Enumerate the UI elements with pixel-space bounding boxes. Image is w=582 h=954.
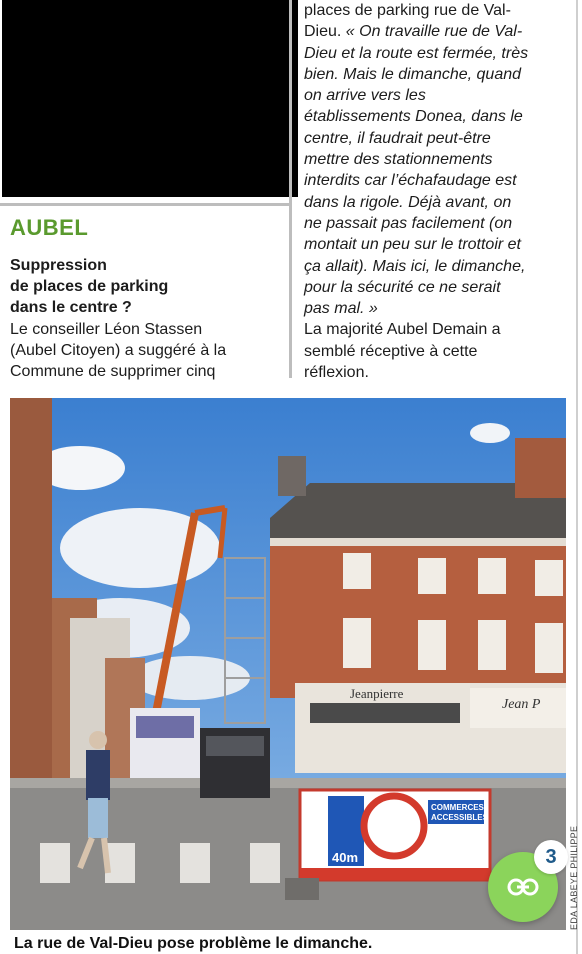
sign-40m-text: 40m — [332, 850, 359, 865]
quote-line: centre, il faudrait peut-être — [304, 129, 491, 147]
section-title: AUBEL — [10, 215, 89, 240]
section-rule — [0, 203, 289, 206]
count-badge: 3 — [534, 840, 568, 874]
headline-line: dans le centre ? — [10, 299, 132, 316]
quote-line: bien. Mais le dimanche, quand — [304, 65, 522, 83]
quote-line: dans la rigole. Déjà avant, on — [304, 193, 512, 211]
article-body-right — [304, 0, 574, 383]
article-body-left — [10, 319, 285, 382]
sign-accessibles-text: ACCESSIBLES — [431, 813, 488, 822]
page-edge — [576, 0, 578, 954]
redacted-ad-block — [2, 0, 298, 197]
headline-line: Suppression — [10, 257, 107, 274]
photo-caption: La rue de Val-Dieu pose problème le dimanche. — [14, 935, 373, 952]
shop-sign-text: Jeanpierre — [350, 686, 404, 701]
quote-line: Dieu et la route est fermée, très — [304, 44, 529, 62]
body-text: Dieu. — [304, 23, 346, 41]
body-line: La majorité Aubel Demain a — [304, 321, 501, 339]
quote-line: ça allait). Mais ici, le dimanche, — [304, 257, 526, 275]
quote-line: établissements Donea, dans le — [304, 108, 523, 126]
body-line: Le conseiller Léon Stassen — [10, 321, 203, 338]
body-line: semblé réceptive à cette — [304, 342, 478, 360]
quote-line: interdits car l’échafaudage est — [304, 172, 517, 190]
body-line: (Aubel Citoyen) a suggéré à la — [10, 342, 227, 359]
quote-line: mettre des stationnements — [304, 151, 493, 169]
quote-line: montait un peu sur le trottoir et — [304, 236, 521, 254]
street-photo-illustration — [10, 398, 566, 930]
article-headline — [10, 255, 280, 318]
column-divider — [289, 0, 292, 378]
quote-line: ne passait pas facilement (on — [304, 214, 513, 232]
body-line: réflexion. — [304, 364, 369, 382]
body-line: Commune de supprimer cinq — [10, 363, 216, 380]
headline-line: de places de parking — [10, 278, 169, 295]
photo-credit: EDA LABEYE PHILIPPE — [569, 825, 579, 930]
quote-line: pour la sécurité ce ne serait — [304, 278, 501, 296]
shop-sign-text-2: Jean P — [502, 697, 541, 712]
street-photo — [10, 398, 566, 930]
quote-line: on arrive vers les — [304, 87, 426, 105]
link-icon — [507, 877, 539, 897]
quote-text: « On travaille rue de Val- — [345, 23, 523, 41]
body-line: places de parking rue de Val- — [304, 2, 511, 19]
sign-commerces-text: COMMERCES — [431, 803, 484, 812]
quote-line: pas mal. » — [304, 300, 378, 318]
body-line-mixed — [304, 21, 574, 42]
